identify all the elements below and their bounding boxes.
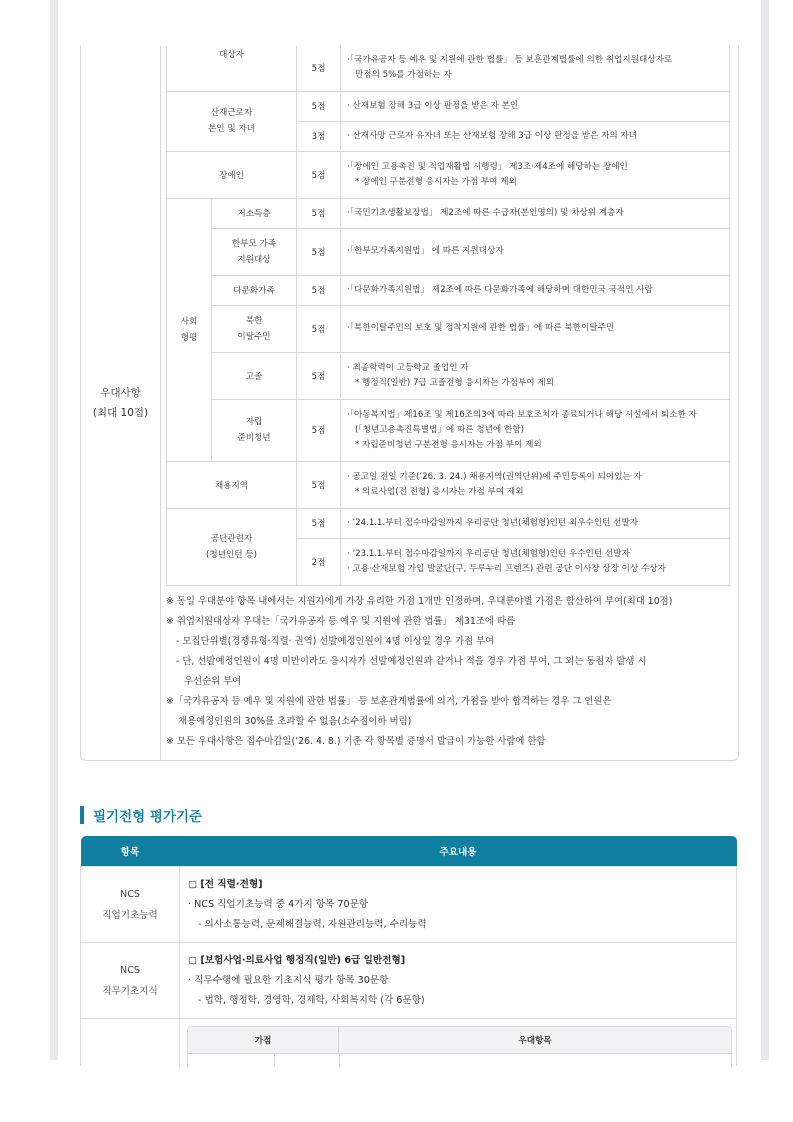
section-heading bbox=[80, 805, 202, 825]
header-row bbox=[81, 836, 737, 867]
preference-detail-table bbox=[166, 46, 730, 586]
sub-header-items: 우대항목 bbox=[518, 1036, 552, 1046]
content-cell: ▢ [보험사업·의료사업 행정직(일반) 6급 일반전형] · 직무수행에 필요한 기초지식 평가 항목 30문항 - 법학, 행정학, 경영학, 경제학, 사회복지학 (각 6문항) bbox=[180, 943, 737, 1019]
table-row bbox=[167, 151, 730, 198]
table-row bbox=[167, 461, 730, 508]
points-cell: 5점 bbox=[297, 399, 341, 461]
content-cell: · ’24.1.1.부터 접수마감일까지 우리공단 청년(체험형)인턴 최우수인턴 선발자 bbox=[341, 508, 730, 538]
note-line: ※ 모든 우대사항은 접수마감일(’26. 4. 8.) 기준 각 항목별 증명서 발급이 가능한 사람에 한함 bbox=[166, 736, 546, 747]
content-cell: ·「아동복지법」제16조 및 제16조의3에 따라 보호조치가 종료되거나 해당 시설에서 퇴소한 자 (「청년고용촉진특별법」에 따른 청년에 한함) * 자립준비청년 구분전형 응시자는 가점 부여 제외 bbox=[341, 399, 730, 461]
table-row bbox=[167, 46, 730, 91]
points-cell: 5점 bbox=[297, 461, 341, 508]
preference-notes bbox=[166, 592, 736, 752]
content-cell: ·「북한이탈주민의 보호 및 정착지원에 관한 법률」에 따른 북한이탈주민 bbox=[341, 305, 730, 352]
heading-accent-bar bbox=[80, 806, 84, 824]
content-cell: ▢ [전 직렬·전형] · NCS 직업기초능력 중 4가지 항목 70문항 - 의사소통능력, 문제해결능력, 자원관리능력, 수리능력 bbox=[180, 867, 737, 943]
right-page-gutter bbox=[761, 0, 769, 1060]
points-cell: 5점 bbox=[297, 151, 341, 198]
row-label: 산재근로자 본인 및 자녀 bbox=[167, 91, 297, 151]
table-row bbox=[167, 275, 730, 305]
table-row bbox=[167, 508, 730, 538]
sub-header-points: 가점 bbox=[188, 1027, 339, 1053]
note-line: ※「국가유공자 등 예우 및 지원에 관한 법률」 등 보훈관계법률에 의거, 가점을 받아 합격하는 경우 그 인원은 bbox=[166, 696, 612, 707]
bonus-subtable-header bbox=[188, 1027, 731, 1054]
points-cell: 5점 bbox=[297, 198, 341, 228]
table-row bbox=[167, 352, 730, 399]
column-header-content: 주요내용 bbox=[180, 836, 737, 867]
content-cell: ·「장애인 고용촉진 및 직업재활법 시행령」 제3조·제4조에 해당하는 장애인 * 장애인 구분전형 응시자는 가점 부여 제외 bbox=[341, 151, 730, 198]
sub-cell bbox=[275, 1054, 340, 1066]
bonus-subtable bbox=[187, 1026, 732, 1066]
content-cell bbox=[180, 1019, 737, 1067]
row-label: 한부모 가족 지원대상 bbox=[212, 228, 297, 275]
preference-category-max: (최대 10점) bbox=[92, 407, 149, 419]
points-cell: 5점 bbox=[297, 91, 341, 121]
row-label: 고졸 bbox=[212, 352, 297, 399]
points-cell: 5점 bbox=[297, 305, 341, 352]
column-header-item: 항목 bbox=[81, 836, 180, 867]
preference-category-title: 우대사항 bbox=[100, 387, 141, 399]
table-row bbox=[167, 198, 730, 228]
note-line: - 모집단위별(경쟁유형·직렬· 권역) 선발예정인원이 4명 이상일 경우 가점 부여 bbox=[176, 636, 495, 647]
note-line: 채용예정인원의 30%를 초과할 수 없음(소수점이하 버림) bbox=[178, 716, 412, 727]
item-cell: NCS 직업기초능력 bbox=[81, 867, 180, 943]
item-cell bbox=[81, 1019, 180, 1067]
content-cell: · ’23.1.1.부터 접수마감일까지 우리공단 청년(체험형)인턴 우수인턴 선발자 · 고용·산재보험 가입 발굴단(구, 두루누리 프렌즈) 관련 공단 이사장 상장 이상 수상자 bbox=[341, 538, 730, 585]
content-cell: · 최종학력이 고등학교 졸업인 자 * 행정직(일반) 7급 고졸전형 응시자는 가점부여 제외 bbox=[341, 352, 730, 399]
table-row bbox=[167, 228, 730, 275]
table-row bbox=[167, 399, 730, 461]
sub-cell bbox=[188, 1054, 275, 1066]
content-cell: ·「한부모가족지원법」 에 따른 지원대상자 bbox=[341, 228, 730, 275]
points-cell: 2점 bbox=[297, 538, 341, 585]
row-label: 북한 이탈주민 bbox=[212, 305, 297, 352]
table-row bbox=[81, 867, 737, 943]
table-row bbox=[81, 943, 737, 1019]
table-row bbox=[167, 305, 730, 352]
points-cell: 5점 bbox=[297, 46, 341, 91]
sub-cell bbox=[340, 1054, 731, 1066]
points-cell: 5점 bbox=[297, 508, 341, 538]
note-line: 우선순위 부여 bbox=[184, 676, 242, 687]
content-cell: ·「다문화가족지원법」 제2조에 따른 다문화가족에 해당하며 대한민국 국적인 사람 bbox=[341, 275, 730, 305]
evaluation-table-wrap bbox=[80, 836, 737, 1066]
table-row bbox=[81, 1019, 737, 1067]
content-cell: · 산재보험 장해 3급 이상 판정을 받은 자 본인 bbox=[341, 91, 730, 121]
row-label: 장애인 bbox=[167, 151, 297, 198]
table-row bbox=[167, 91, 730, 121]
content-cell: ·「국민기초생활보장법」 제2조에 따른 수급자(본인명의) 및 차상위 계층자 bbox=[341, 198, 730, 228]
note-line: ※ 동일 우대분야 항목 내에서는 지원자에게 가장 유리한 가점 1개만 인정하며, 우대분야별 가점은 합산하여 부여(최대 10점) bbox=[166, 596, 673, 607]
content-cell: · 공고일 전일 기준(’26. 3. 24.) 채용지역(권역단위)에 주민등록이 되어있는 자 * 의료사업(전 전형) 응시자는 가점 부여 제외 bbox=[341, 461, 730, 508]
content-cell: ·「국가유공자 등 예우 및 지원에 관한 법률」 등 보훈관계법률에 의한 취업지원대상자로 만점의 5%를 가점하는 자 bbox=[341, 46, 730, 91]
evaluation-table bbox=[80, 836, 737, 1066]
content-cell: · 산재사망 근로자 유자녀 또는 산재보험 장해 3급 이상 판정을 받은 자의 자녀 bbox=[341, 121, 730, 151]
row-label: 대상자 bbox=[167, 46, 297, 91]
note-line: ※ 취업지원대상자 우대는「국가유공자 등 예우 및 지원에 관한 법률」 제31조에 따름 bbox=[166, 616, 516, 627]
points-cell: 3점 bbox=[297, 121, 341, 151]
points-cell: 5점 bbox=[297, 275, 341, 305]
left-page-gutter bbox=[50, 0, 58, 1060]
points-cell: 5점 bbox=[297, 352, 341, 399]
preference-category-cell bbox=[81, 46, 161, 760]
bonus-subtable-row bbox=[188, 1054, 731, 1066]
points-cell: 5점 bbox=[297, 228, 341, 275]
group-label: 사회 형평 bbox=[167, 198, 212, 461]
row-label: 다문화가족 bbox=[212, 275, 297, 305]
section-title: 필기전형 평가기준 bbox=[93, 809, 203, 825]
note-line: - 단, 선발예정인원이 4명 미만이라도 응시자가 선발예정인원과 같거나 적을 경우 가점 부여, 그 외는 동점자 발생 시 bbox=[176, 656, 647, 667]
item-cell: NCS 직무기초지식 bbox=[81, 943, 180, 1019]
row-label: 자립 준비청년 bbox=[212, 399, 297, 461]
row-label: 채용지역 bbox=[167, 461, 297, 508]
row-label: 공단관련자 (청년인턴 등) bbox=[167, 508, 297, 585]
row-label: 저소득층 bbox=[212, 198, 297, 228]
